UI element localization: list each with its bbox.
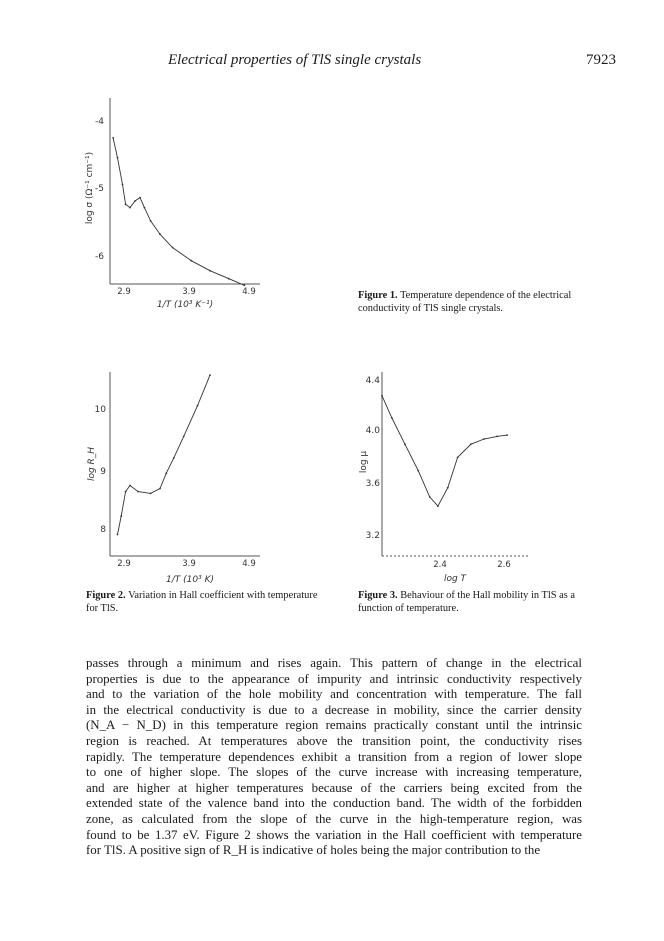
fig1-data-point [228, 278, 230, 280]
fig2-data-point [159, 488, 161, 490]
fig1-ytick-1: -5 [95, 184, 104, 194]
fig3-xtick-0: 2.4 [433, 560, 447, 570]
fig1-ylabel: log σ (Ω⁻¹ cm⁻¹) [85, 151, 95, 225]
fig1-data-point [122, 184, 124, 186]
fig3-series-line [382, 396, 507, 506]
fig2-data-point [197, 405, 199, 407]
body-line: for TlS. A positive sign of R_H is indicative of holes being the major contribution to the [86, 843, 541, 858]
fig2-data-point [120, 515, 122, 517]
fig3-ytick-1: 4.0 [365, 426, 380, 436]
fig2-xtick-0: 2.9 [117, 559, 131, 569]
fig1-ytick-0: -4 [95, 117, 104, 127]
body-line: (N_A − N_D) in this temperature region remains practically constant until the intrinsic [86, 718, 582, 733]
figure-3-caption-label: Figure 3. [358, 590, 398, 601]
fig1-series-line [113, 138, 244, 285]
figure-2-chart [80, 360, 270, 586]
fig2-data-point [150, 493, 152, 495]
fig2-plot-area [117, 374, 211, 535]
fig3-data-point [457, 457, 459, 459]
body-paragraph [86, 656, 582, 859]
body-line: and are higher at higher temperatures because of the carriers being excited from the [86, 780, 582, 795]
fig1-data-point [209, 270, 211, 272]
figure-1-caption [358, 289, 590, 315]
figure-2-caption-label: Figure 2. [86, 590, 126, 601]
fig3-xlabel: log T [443, 574, 467, 584]
figure-3-chart [352, 362, 542, 584]
fig1-data-point [112, 137, 114, 139]
fig2-ytick-1: 9 [100, 467, 106, 477]
fig1-data-point [244, 284, 246, 286]
fig3-data-point [391, 417, 393, 419]
fig1-data-point [150, 220, 152, 222]
fig3-data-point [417, 470, 419, 472]
fig3-data-point [470, 443, 472, 445]
fig3-data-point [483, 438, 485, 440]
fig2-data-point [117, 534, 119, 536]
figure-1-caption-text: Temperature dependence of the electrical conductivity of TlS single crystals. [358, 290, 572, 314]
fig1-plot-area [112, 137, 245, 286]
fig2-data-point [165, 472, 167, 474]
fig2-xtick-1: 3.9 [182, 559, 196, 569]
body-line: in the electrical conductivity is due to a decrease in mobility, since the carrier density [86, 702, 582, 717]
body-line: to one of higher slope. The slopes of the curve increase with increasing temperature, [86, 765, 582, 780]
fig1-data-point [134, 200, 136, 202]
fig2-ytick-2: 8 [100, 525, 106, 535]
figure-2-caption-text: Variation in Hall coefficient with temperature for TlS. [86, 590, 318, 614]
fig1-data-point [159, 233, 161, 235]
fig1-data-point [117, 157, 119, 159]
fig2-xtick-2: 4.9 [242, 559, 256, 569]
body-line: extended state of the valence band into the conduction band. The width of the forbidden [86, 796, 582, 811]
fig2-data-point [183, 436, 185, 438]
fig1-data-point [172, 247, 174, 249]
fig3-data-point [447, 487, 449, 489]
fig3-plot-area [381, 395, 508, 507]
figure-3-caption [358, 589, 590, 615]
fig3-ytick-0: 4.4 [365, 376, 380, 386]
body-line: zone, as calculated from the slope of the curve in the high-temperature region, was [86, 811, 582, 826]
fig2-ylabel: log R_H [87, 446, 97, 482]
fig2-data-point [125, 491, 127, 493]
body-line: passes through a minimum and rises again. This pattern of change in the electrical [86, 656, 582, 670]
figure-2-caption [86, 589, 322, 615]
fig3-data-point [381, 395, 383, 397]
body-line: and to the variation of the hole mobility and concentration with temperature. The fall [86, 687, 582, 702]
fig1-data-point [144, 207, 146, 209]
fig3-data-point [496, 436, 498, 438]
fig3-ylabel: log μ [359, 450, 369, 474]
fig3-ytick-2: 3.6 [365, 479, 380, 489]
figure-1-caption-label: Figure 1. [358, 290, 398, 301]
fig2-data-point [209, 374, 211, 376]
fig1-xtick-0: 2.9 [117, 287, 131, 297]
fig1-data-point [190, 260, 192, 262]
fig1-xtick-1: 3.9 [182, 287, 196, 297]
page-number: 7923 [586, 52, 616, 68]
body-line: found to be 1.37 eV. Figure 2 shows the variation in the Hall coefficient with temperature [86, 827, 582, 842]
fig1-xtick-2: 4.9 [242, 287, 256, 297]
fig1-xlabel: 1/T (10³ K⁻¹) [156, 300, 214, 310]
figure-1-chart [80, 88, 270, 316]
fig2-data-point [137, 491, 139, 493]
fig3-data-point [429, 496, 431, 498]
fig1-data-point [129, 207, 131, 209]
fig3-ytick-3: 3.2 [365, 531, 380, 541]
body-line: region is reached. At temperatures above the transition point, the conductivity rises [86, 733, 582, 748]
fig2-data-point [173, 457, 175, 459]
body-line: rapidly. The temperature dependences exhibit a transition from a region of lower slope [86, 749, 582, 764]
fig2-xlabel: 1/T (10³ K) [166, 575, 214, 585]
running-title: Electrical properties of TlS single crystals [168, 52, 422, 68]
fig3-data-point [404, 443, 406, 445]
fig3-data-point [437, 505, 439, 507]
fig1-data-point [125, 203, 127, 205]
fig1-data-point [139, 197, 141, 199]
fig2-data-point [129, 485, 131, 487]
fig1-ytick-2: -6 [95, 252, 104, 262]
fig2-series-line [118, 375, 211, 534]
body-line: properties is due to the appearance of impurity and intrinsic conductivity respectively [86, 671, 582, 686]
fig2-ytick-0: 10 [94, 405, 106, 415]
figure-3-caption-text: Behaviour of the Hall mobility in TlS as a function of temperature. [358, 590, 575, 614]
fig3-xtick-1: 2.6 [497, 560, 511, 570]
fig3-data-point [506, 434, 508, 436]
